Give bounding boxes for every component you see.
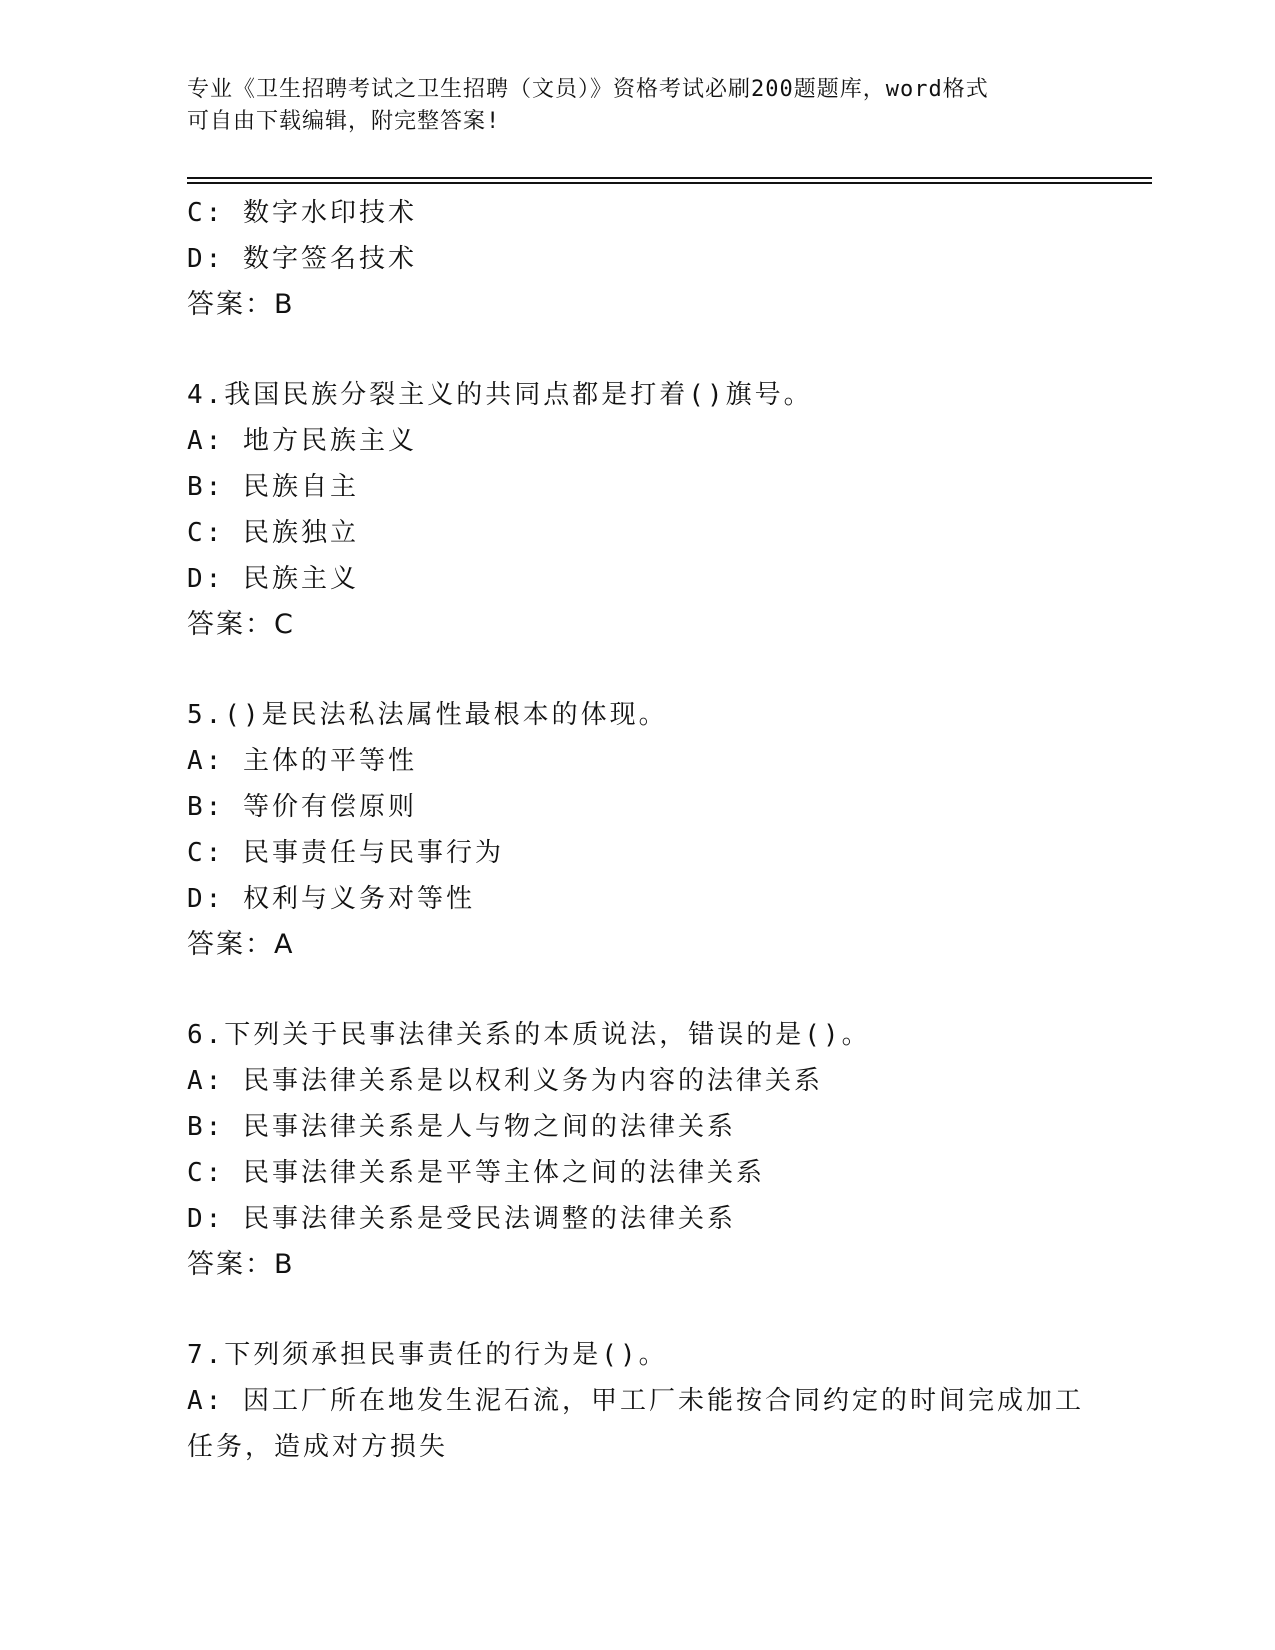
option-a: A: 民事法律关系是以权利义务为内容的法律关系 <box>187 1066 823 1096</box>
option-a: A: 主体的平等性 <box>187 746 417 776</box>
header-title-line-2: 可自由下载编辑，附完整答案! <box>187 109 501 134</box>
question-text: 7.下列须承担民事责任的行为是()。 <box>187 1340 668 1370</box>
option-a: A: 地方民族主义 <box>187 426 417 456</box>
answer-line: 答案：B <box>187 289 295 320</box>
header-divider-top <box>187 177 1152 179</box>
question-spacer <box>187 648 1107 692</box>
option-c: C: 民事责任与民事行为 <box>187 838 504 868</box>
question-text: 4.我国民族分裂主义的共同点都是打着()旗号。 <box>187 380 813 410</box>
option-d: D: 权利与义务对等性 <box>187 884 475 914</box>
question-list <box>187 190 1107 1470</box>
question-6 <box>187 1012 1107 1288</box>
option-c: C: 民事法律关系是平等主体之间的法律关系 <box>187 1158 765 1188</box>
option-d: D: 民事法律关系是受民法调整的法律关系 <box>187 1204 736 1234</box>
question-3-continued <box>187 190 1107 328</box>
answer-line: 答案：B <box>187 1249 295 1280</box>
answer-line: 答案：C <box>187 609 295 640</box>
question-spacer <box>187 328 1107 372</box>
option-b: B: 等价有偿原则 <box>187 792 417 822</box>
option-b: B: 民族自主 <box>187 472 359 502</box>
option-c: C: 数字水印技术 <box>187 198 417 228</box>
option-d: D: 数字签名技术 <box>187 244 417 274</box>
question-5 <box>187 692 1107 968</box>
option-b: B: 民事法律关系是人与物之间的法律关系 <box>187 1112 736 1142</box>
option-c: C: 民族独立 <box>187 518 359 548</box>
document-header <box>187 74 1067 138</box>
header-divider-bottom <box>187 182 1152 184</box>
option-a: A: 因工厂所在地发生泥石流，甲工厂未能按合同约定的时间完成加工任务，造成对方损失 <box>187 1386 1084 1462</box>
question-7 <box>187 1332 1107 1470</box>
header-title-line-1: 专业《卫生招聘考试之卫生招聘（文员）》资格考试必刷200题题库，word格式 <box>187 77 989 102</box>
answer-line: 答案：A <box>187 929 295 960</box>
question-4 <box>187 372 1107 648</box>
question-spacer <box>187 968 1107 1012</box>
question-text: 6.下列关于民事法律关系的本质说法，错误的是()。 <box>187 1020 871 1050</box>
question-spacer <box>187 1288 1107 1332</box>
question-text: 5.()是民法私法属性最根本的体现。 <box>187 700 668 730</box>
option-d: D: 民族主义 <box>187 564 359 594</box>
